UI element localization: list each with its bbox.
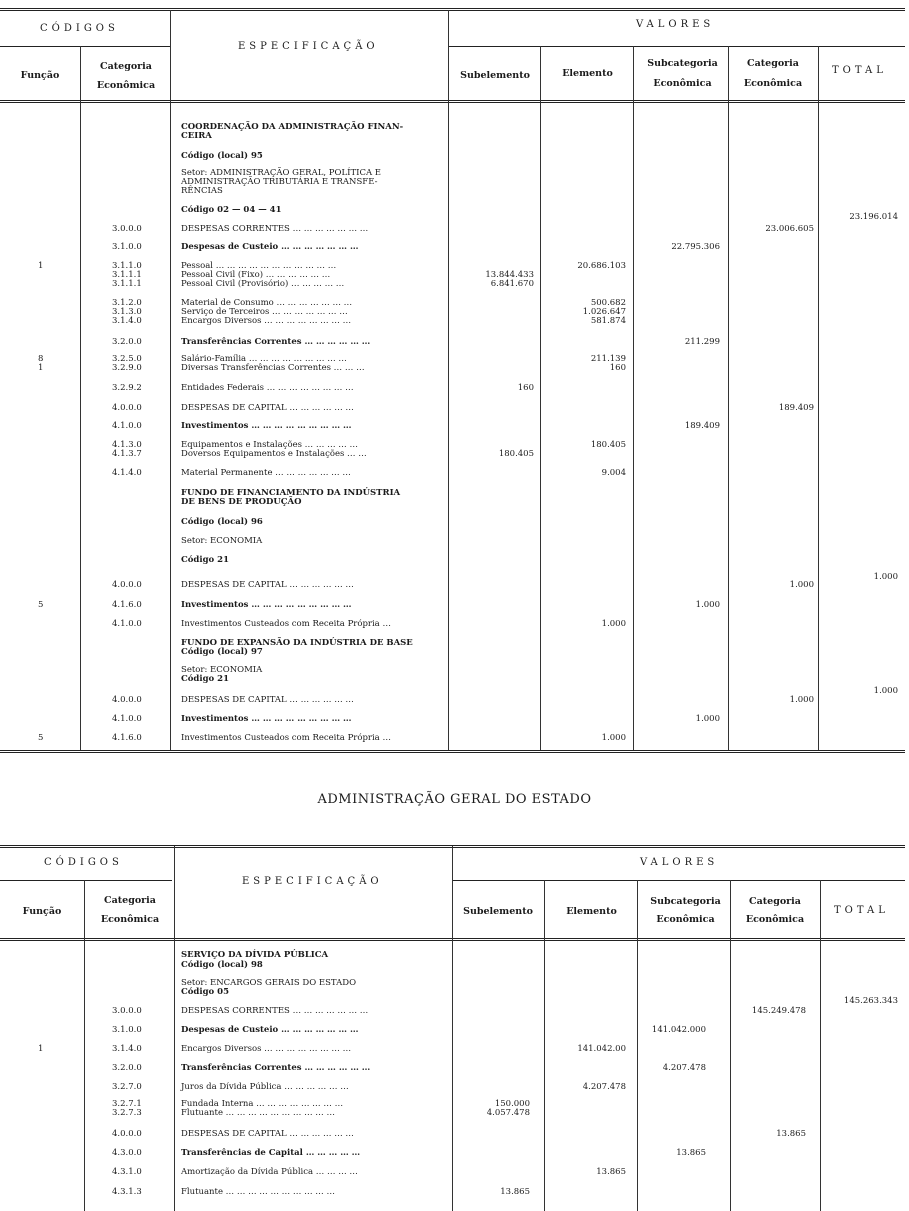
especificacao-cell: Pessoal Civil (Provisório) … … … … … [181, 279, 345, 289]
codigos-header: CÓDIGOS [40, 23, 119, 34]
categoria-cell: 3.1.1.0 [112, 261, 142, 271]
b-categoria-col-header: Categoria [749, 896, 801, 907]
especificacao-cell: Transferências de Capital … … … … … [181, 1148, 361, 1158]
subelemento-value: 6.841.670 [490, 279, 534, 289]
elemento-value: 1.000 [601, 733, 626, 743]
subelemento-value: 13.865 [500, 1187, 530, 1197]
categoria-cell: 4.3.0.0 [112, 1148, 142, 1158]
categoria-cell: 3.1.1.1 [112, 270, 142, 280]
subelemento-value: 150.000 [494, 1099, 530, 1109]
especificacao-cell: Código (local) 96 [181, 517, 263, 527]
categoria-cell: 4.1.4.0 [112, 468, 142, 478]
especificacao-cell: Material Permanente … … … … … … … [181, 468, 351, 478]
categoria-col-economica-header: Econômica [743, 78, 803, 89]
categoria-economica-header: Econômica [96, 80, 156, 91]
categoria-cell: 3.2.7.1 [112, 1099, 142, 1109]
elemento-value: 13.865 [596, 1167, 626, 1177]
elemento-value: 9.004 [601, 468, 626, 478]
total-value: 1.000 [873, 686, 898, 696]
b-col-rule-1 [84, 880, 85, 1211]
categoria-cell: 3.1.3.0 [112, 307, 142, 317]
header-mid-rule [0, 46, 170, 47]
especificacao-cell: Despesas de Custeio … … … … … … … [181, 1025, 359, 1035]
subcategoria-value: 22.795.306 [671, 242, 720, 252]
categoria-cell: 4.1.0.0 [112, 714, 142, 724]
especificacao-cell: Setor: ENCARGOS GERAIS DO ESTADO [181, 978, 357, 988]
b-elemento-header: Elemento [566, 906, 617, 917]
categoria-cell: 3.2.5.0 [112, 354, 142, 364]
especificacao-cell: DESPESAS CORRENTES … … … … … … … [181, 224, 369, 234]
subcategoria-value: 1.000 [695, 600, 720, 610]
funcao-cell: 1 [38, 261, 44, 271]
funcao-cell: 1 [38, 363, 44, 373]
categoria-cell: 3.0.0.0 [112, 224, 142, 234]
header-mid-rule-values [448, 46, 905, 47]
elemento-value: 20.686.103 [577, 261, 626, 271]
categoria-cell: 3.1.0.0 [112, 242, 142, 252]
b-subcategoria-header: Subcategoria [650, 896, 721, 907]
categoria-cell: 4.1.0.0 [112, 619, 142, 629]
elemento-value: 500.682 [590, 298, 626, 308]
b-total-header: TOTAL [834, 905, 889, 916]
bottom-header-mid-rule-values [452, 880, 905, 881]
especificacao-cell: Código (local) 95 [181, 151, 263, 161]
categoria-cell: 4.0.0.0 [112, 1129, 142, 1139]
total-value: 1.000 [873, 572, 898, 582]
elemento-value: 581.874 [590, 316, 626, 326]
categoria-cell: 3.2.0.0 [112, 337, 142, 347]
subcategoria-header: Subcategoria [647, 58, 718, 69]
b-col-rule-5 [637, 880, 638, 1211]
top-table-bottom-rule [0, 750, 905, 753]
especificacao-cell: DE BENS DE PRODUÇÃO [181, 497, 302, 507]
top-rule [0, 8, 905, 11]
especificacao-cell: COORDENAÇÃO DA ADMINISTRAÇÃO FINAN- [181, 122, 404, 132]
especificacao-cell: DESPESAS CORRENTES … … … … … … … [181, 1006, 369, 1016]
categoria-value: 13.865 [776, 1129, 806, 1139]
categoria-cell: 4.0.0.0 [112, 403, 142, 413]
elemento-value: 160 [609, 363, 626, 373]
elemento-value: 141.042.00 [577, 1044, 626, 1054]
categoria-cell: 3.2.0.0 [112, 1063, 142, 1073]
subcategoria-value: 141.042.000 [651, 1025, 706, 1035]
especificacao-cell: FUNDO DE EXPANSÃO DA INDÚSTRIA DE BASE [181, 638, 413, 648]
categoria-cell: 3.2.7.0 [112, 1082, 142, 1092]
subcategoria-value: 4.207.478 [662, 1063, 706, 1073]
especificacao-cell: Juros da Dívida Pública … … … … … … [181, 1082, 349, 1092]
especificacao-cell: Amortização da Dívida Pública … … … … [181, 1167, 358, 1177]
especificacao-cell: Investimentos … … … … … … … … … [181, 421, 352, 431]
especificacao-cell: DESPESAS DE CAPITAL … … … … … … [181, 580, 354, 590]
categoria-cell: 3.1.2.0 [112, 298, 142, 308]
especificacao-cell: Código 21 [181, 555, 230, 565]
especificacao-cell: Código (local) 97 [181, 647, 263, 657]
especificacao-cell: Material de Consumo … … … … … … … [181, 298, 353, 308]
categoria-header: Categoria [100, 61, 152, 72]
b-col-rule-7 [820, 880, 821, 1211]
categoria-cell: 3.1.4.0 [112, 1044, 142, 1054]
categoria-value: 23.006.605 [765, 224, 814, 234]
categoria-cell: 3.2.7.3 [112, 1108, 142, 1118]
categoria-cell: 3.1.4.0 [112, 316, 142, 326]
subcategoria-value: 1.000 [695, 714, 720, 724]
categoria-cell: 4.3.1.3 [112, 1187, 142, 1197]
funcao-header: Função [20, 70, 60, 81]
especificacao-cell: Salário-Família … … … … … … … … … [181, 354, 347, 364]
especificacao-cell: Fundada Interna … … … … … … … … [181, 1099, 344, 1109]
categoria-value: 145.249.478 [751, 1006, 806, 1016]
categoria-value: 1.000 [789, 695, 814, 705]
total-header: TOTAL [832, 65, 887, 76]
col-rule-1 [80, 46, 81, 751]
b-subcategoria-economica-header: Econômica [656, 914, 715, 925]
b-funcao-header: Função [22, 906, 62, 917]
especificacao-cell: Código 21 [181, 674, 230, 684]
header-bottom-rule [0, 100, 905, 103]
especificacao-cell: Transferências Correntes … … … … … … [181, 337, 371, 347]
section-title: ADMINISTRAÇÃO GERAL DO ESTADO [317, 792, 592, 807]
especificacao-cell: Pessoal Civil (Fixo) … … … … … … [181, 270, 331, 280]
funcao-cell: 1 [38, 1044, 44, 1054]
elemento-header: Elemento [562, 68, 613, 79]
especificacao-cell: DESPESAS DE CAPITAL … … … … … … [181, 403, 354, 413]
categoria-cell: 4.1.6.0 [112, 600, 142, 610]
especificacao-cell: Diversas Transferências Correntes … … … [181, 363, 365, 373]
bottom-header-mid-rule [0, 880, 172, 881]
categoria-cell: 4.3.1.0 [112, 1167, 142, 1177]
especificacao-cell: DESPESAS DE CAPITAL … … … … … … [181, 695, 354, 705]
especificacao-cell: DESPESAS DE CAPITAL … … … … … … [181, 1129, 354, 1139]
especificacao-cell: RÊNCIAS [181, 186, 223, 196]
categoria-cell: 3.1.1.1 [112, 279, 142, 289]
especificacao-cell: Encargos Diversos … … … … … … … … [181, 316, 352, 326]
especificacao-cell: Transferências Correntes … … … … … … [181, 1063, 371, 1073]
funcao-cell: 5 [38, 733, 44, 743]
b-col-rule-3 [452, 846, 453, 1211]
b-categoria-col-economica-header: Econômica [745, 914, 805, 925]
col-rule-3 [448, 10, 449, 751]
categoria-cell: 3.0.0.0 [112, 1006, 142, 1016]
b-categoria-economica-header: Econômica [100, 914, 160, 925]
col-rule-2 [170, 10, 171, 751]
categoria-cell: 3.1.0.0 [112, 1025, 142, 1035]
categoria-cell: 4.1.6.0 [112, 733, 142, 743]
subelemento-header: Subelemento [460, 70, 530, 81]
especificacao-cell: Setor: ADMINISTRAÇÃO GERAL, POLÍTICA E [181, 168, 382, 178]
especificacao-cell: Serviço de Terceiros … … … … … … … [181, 307, 348, 317]
categoria-cell: 3.2.9.0 [112, 363, 142, 373]
col-rule-4 [540, 46, 541, 751]
especificacao-cell: Entidades Federais … … … … … … … … [181, 383, 354, 393]
categoria-col-header: Categoria [747, 58, 799, 69]
col-rule-5 [633, 46, 634, 751]
b-col-rule-6 [730, 880, 731, 1211]
especificacao-cell: Equipamentos e Instalações … … … … … [181, 440, 358, 450]
especificacao-cell: FUNDO DE FINANCIAMENTO DA INDÚSTRIA [181, 488, 401, 498]
especificacao-cell: Investimentos Custeados com Receita Própria … [181, 733, 391, 743]
especificacao-cell: Investimentos Custeados com Receita Própria … [181, 619, 391, 629]
valores-header: VALORES [636, 19, 715, 30]
elemento-value: 4.207.478 [582, 1082, 626, 1092]
especificacao-cell: Investimentos … … … … … … … … … [181, 714, 352, 724]
b-codigos-header: CÓDIGOS [44, 857, 123, 868]
especificacao-cell: Flutuante … … … … … … … … … … [181, 1108, 335, 1118]
categoria-value: 189.409 [778, 403, 814, 413]
especificacao-cell: Doversos Equipamentos e Instalações … … [181, 449, 367, 459]
especificacao-cell: SERVIÇO DA DÍVIDA PÚBLICA [181, 950, 329, 960]
especificacao-cell: Setor: ECONOMIA [181, 665, 263, 675]
subelemento-value: 180.405 [498, 449, 534, 459]
categoria-cell: 4.1.3.0 [112, 440, 142, 450]
elemento-value: 180.405 [590, 440, 626, 450]
subcategoria-value: 13.865 [676, 1148, 706, 1158]
categoria-cell: 4.1.3.7 [112, 449, 142, 459]
especificacao-header: ESPECIFICAÇÃO [238, 41, 379, 52]
categoria-cell: 4.1.0.0 [112, 421, 142, 431]
categoria-cell: 3.2.9.2 [112, 383, 142, 393]
subcategoria-value: 189.409 [684, 421, 720, 431]
col-rule-7 [818, 46, 819, 751]
especificacao-cell: Flutuante … … … … … … … … … … [181, 1187, 335, 1197]
categoria-cell: 4.0.0.0 [112, 695, 142, 705]
subelemento-value: 13.844.433 [485, 270, 534, 280]
elemento-value: 211.139 [590, 354, 626, 364]
especificacao-cell: Investimentos … … … … … … … … … [181, 600, 352, 610]
especificacao-cell: ADMINISTRAÇÃO TRIBUTÁRIA E TRANSFE- [181, 177, 378, 187]
b-subelemento-header: Subelemento [463, 906, 533, 917]
col-rule-6 [728, 46, 729, 751]
subelemento-value: 4.057.478 [486, 1108, 530, 1118]
categoria-cell: 4.0.0.0 [112, 580, 142, 590]
b-col-rule-2 [174, 846, 175, 1211]
especificacao-cell: Pessoal … … … … … … … … … … … [181, 261, 337, 271]
especificacao-cell: Encargos Diversos … … … … … … … … [181, 1044, 352, 1054]
especificacao-cell: Setor: ECONOMIA [181, 536, 263, 546]
elemento-value: 1.000 [601, 619, 626, 629]
subcategoria-economica-header: Econômica [653, 78, 712, 89]
especificacao-cell: Despesas de Custeio … … … … … … … [181, 242, 359, 252]
b-valores-header: VALORES [640, 857, 719, 868]
b-especificacao-header: ESPECIFICAÇÃO [242, 876, 383, 887]
subcategoria-value: 211.299 [684, 337, 720, 347]
especificacao-cell: Código 05 [181, 987, 230, 997]
total-value: 23.196.014 [849, 212, 898, 222]
categoria-value: 1.000 [789, 580, 814, 590]
subelemento-value: 160 [517, 383, 534, 393]
especificacao-cell: Código 02 — 04 — 41 [181, 205, 282, 215]
total-value: 145.263.343 [843, 996, 898, 1006]
funcao-cell: 8 [38, 354, 44, 364]
funcao-cell: 5 [38, 600, 44, 610]
b-categoria-header: Categoria [104, 895, 156, 906]
especificacao-cell: Código (local) 98 [181, 960, 263, 970]
elemento-value: 1.026.647 [582, 307, 626, 317]
especificacao-cell: CEIRA [181, 131, 212, 141]
